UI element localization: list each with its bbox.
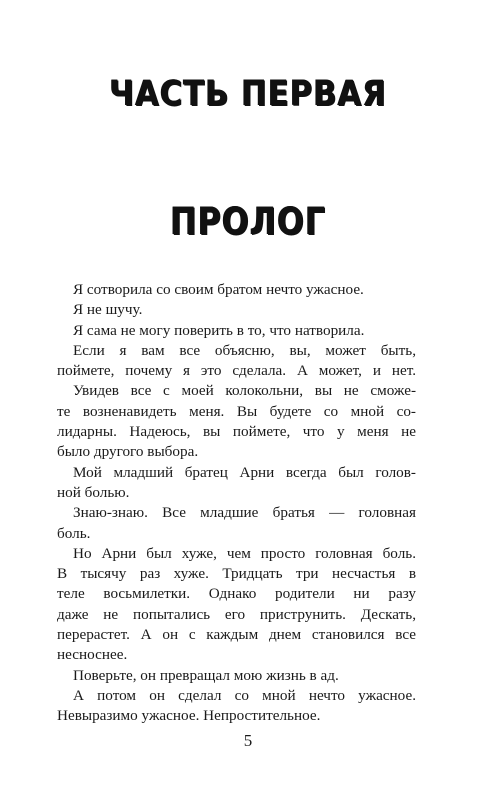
chapter-title: ПРОЛОГ (170, 200, 326, 243)
text-line: ной болью. (57, 483, 130, 501)
text-line: поймете, почему я это сделала. А может, и нет. (57, 362, 416, 380)
text-line: боль. (57, 524, 91, 542)
text-line: было другого выбора. (57, 443, 199, 461)
text-line: Поверьте, он превращал мою жизнь в ад. (73, 666, 339, 684)
text-line: В тысячу раз хуже. Тридцать три несчастья в (57, 565, 416, 583)
body-text (57, 280, 416, 727)
text-line: Невыразимо ужасное. Непростительное. (57, 707, 321, 725)
text-line: те возненавидеть меня. Вы будете со мной со- (57, 402, 416, 420)
text-line: Если я вам все объясню, вы, может быть, (73, 341, 416, 359)
text-line: несноснее. (57, 646, 128, 664)
text-line: Я не шучу. (73, 301, 143, 319)
part-title: ЧАСТЬ ПЕРВАЯ (109, 74, 387, 114)
text-line: Увидев все с моей колокольни, вы не сможе- (73, 382, 416, 400)
text-line: А потом он сделал со мной нечто ужасное. (73, 686, 416, 704)
text-line: Знаю-знаю. Все младшие братья — головная (73, 504, 416, 522)
text-line: лидарны. Надеюсь, вы поймете, что у меня не (57, 423, 416, 441)
text-line: Я сама не могу поверить в то, что натворила. (73, 321, 365, 339)
text-line: Но Арни был хуже, чем просто головная боль. (73, 544, 416, 562)
text-line: Мой младший братец Арни всегда был голов- (73, 463, 416, 481)
text-line: теле восьмилетки. Однако родители ни разу (57, 585, 416, 603)
page-number: 5 (243, 731, 253, 750)
text-line: перерастет. А он с каждым днем становился все (57, 626, 416, 644)
text-line: Я сотворила со своим братом нечто ужасное. (73, 281, 364, 298)
text-line: даже не попытались его приструнить. Дескать, (57, 605, 416, 623)
